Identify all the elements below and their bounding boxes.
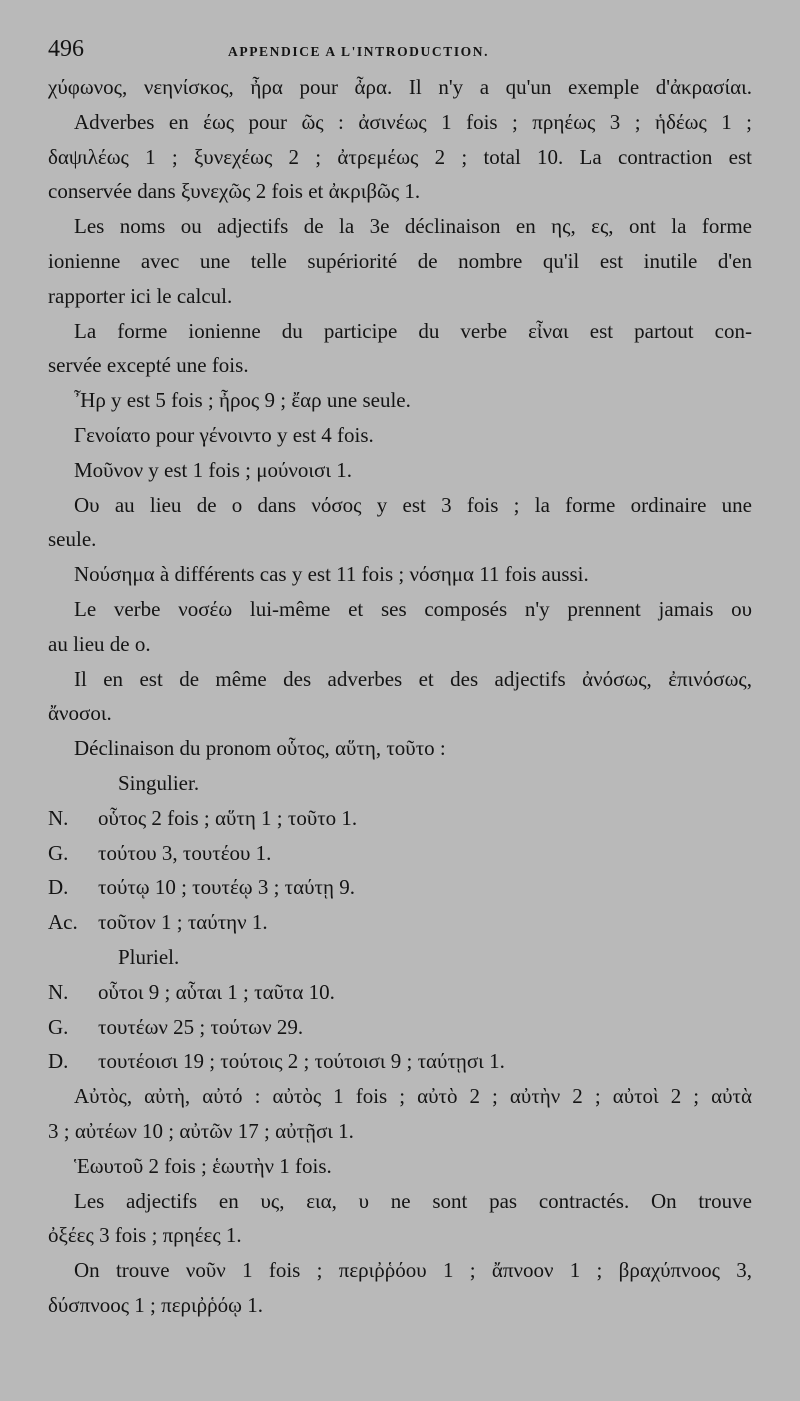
declension-row [48,905,752,940]
running-title: APPENDICE A L'INTRODUCTION. [228,44,490,59]
text-line: Ἑωυτοῦ 2 fois ; ἑωυτὴν 1 fois. [74,1153,332,1178]
declension-forms: τουτέων 25 ; τούτων 29. [98,1014,304,1039]
text-line: conservée dans ξυνεχῶς 2 fois et ἀκριβῶς 1. [48,179,421,204]
text-line: δαψιλέως 1 ; ξυνεχέως 2 ; ἀτρεμέως 2 ; total 10. La contraction est [48,144,752,169]
text-line: servée excepté une fois. [48,353,249,378]
text-line: La forme ionienne du participe du verbe εἶναι est partout con- [74,318,752,343]
declension-forms: οὗτος 2 fois ; αὕτη 1 ; τοῦτο 1. [98,805,358,830]
case-label: N. [48,979,69,1004]
declension-heading: Singulier. [118,770,200,795]
text-line: seule. [48,527,97,552]
text-line: δύσπνοος 1 ; περιῤῥόῳ 1. [48,1292,263,1317]
declension-row [48,975,752,1010]
declension-forms: τούτῳ 10 ; τουτέῳ 3 ; ταύτῃ 9. [98,875,355,900]
text-line: Αὐτὸς, αὐτὴ, αὐτό : αὐτὸς 1 fois ; αὐτὸ 2 ; αὐτὴν 2 ; αὐτοὶ 2 ; αὐτὰ [74,1084,752,1109]
declension-heading: Pluriel. [118,944,180,969]
case-label: D. [48,1049,69,1074]
text-line: χύφωνος, νεηνίσκος, ἦρα pour ἆρα. Il n'y a qu'un exemple d'ἀκρασίαι. [48,75,752,99]
declension-row [48,1010,752,1045]
text-line: Γενοίατο pour γένοιντο y est 4 fois. [74,422,374,447]
case-label: G. [48,840,69,865]
text-line: Adverbes en έως pour ῶς : ἀσινέως 1 fois ; πρηέως 3 ; ἡδέως 1 ; [74,109,752,134]
text-line: On trouve νοῦν 1 fois ; περιῤῥόου 1 ; ἄπνοον 1 ; βραχύπνοος 3, [74,1258,752,1283]
text-line: Il en est de même des adverbes et des adjectifs ἀνόσως, ἐπινόσως, [74,666,752,691]
declension-row [48,870,752,905]
text-line: ionienne avec une telle supériorité de nombre qu'il est inutile d'en [48,248,752,273]
declension-row [48,1044,752,1079]
text-line: Νούσημα à différents cas y est 11 fois ; νόσημα 11 fois aussi. [74,562,589,587]
case-label: Ac. [48,910,78,935]
text-line: ἄνοσοι. [48,701,112,726]
text-line: Μοῦνον y est 1 fois ; μούνοισι 1. [74,457,352,482]
text-line: au lieu de ο. [48,631,151,656]
text-line: Ἦρ y est 5 fois ; ἦρος 9 ; ἔαρ une seule. [74,388,411,413]
body-text [48,70,752,1323]
page-header [48,36,752,70]
declension-forms: οὗτοι 9 ; αὗται 1 ; ταῦτα 10. [98,979,335,1004]
text-line: ὀξέες 3 fois ; πρηέες 1. [48,1223,242,1248]
declension-forms: τουτέοισι 19 ; τούτοις 2 ; τούτοισι 9 ; ταύτῃσι 1. [98,1049,505,1074]
case-label: D. [48,875,69,900]
text-line: Les adjectifs en υς, εια, υ ne sont pas contractés. On trouve [74,1188,752,1213]
text-line: Ου au lieu de ο dans νόσος y est 3 fois ; la forme ordinaire une [74,492,752,517]
text-line: Les noms ou adjectifs de la 3e déclinaison en ης, ες, ont la forme [74,214,752,239]
text-line: Déclinaison du pronom οὗτος, αὕτη, τοῦτο : [74,736,446,761]
declension-row [48,801,752,836]
declension-row [48,836,752,871]
text-line: Le verbe νοσέω lui-même et ses composés n'y prennent jamais ου [74,596,752,621]
text-line: rapporter ici le calcul. [48,283,233,308]
page-number: 496 [48,36,84,62]
text-line: 3 ; αὐτέων 10 ; αὐτῶν 17 ; αὐτῇσι 1. [48,1118,354,1143]
case-label: G. [48,1014,69,1039]
declension-forms: τούτου 3, τουτέου 1. [98,840,272,865]
case-label: N. [48,805,69,830]
declension-forms: τοῦτον 1 ; ταύτην 1. [98,910,268,935]
